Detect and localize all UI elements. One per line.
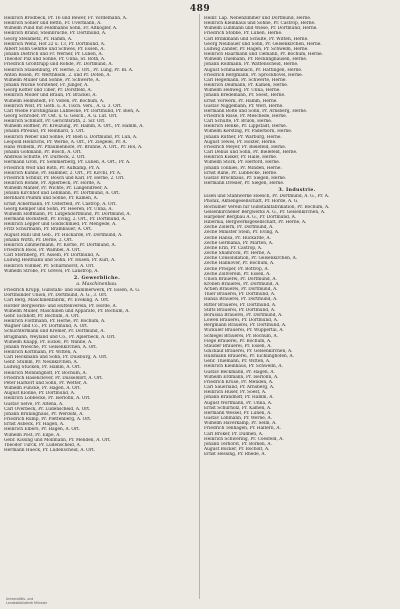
directory-entry: Georg Schröder, Pr. Ost. u. G. Gesch., A. u. Lüt. Ort. — [4, 113, 118, 119]
directory-entry: Friedrich Tenhagen, Pr. Haltern, A. — [204, 426, 281, 432]
directory-entry: Stauder Brauerei, Pr. Essen, A. — [204, 343, 272, 349]
directory-entry: Zeche Zollern, Pr. Dortmund, A. — [204, 225, 274, 231]
directory-entry: Wilhelm Kersting, Pr. Paderborn, Herne. — [204, 129, 293, 135]
directory-entry: Gelsenkirchener Bergwerks A. G., Pr. Gelsenkirchen, A. — [204, 209, 326, 215]
directory-entry: Zeche Prosper, Pr. Bottrop, A. — [204, 266, 269, 272]
directory-entry: Friedrich Großtrupp und Rohde, Pr. Dortmund, A. — [4, 62, 113, 68]
directory-entry: Wilhelm Strobe, Pr. Grevel, Pr. Lanstrop, A. — [4, 268, 99, 274]
directory-entry: Johann Bredemann, Pr. Soest, Herne. — [204, 93, 286, 99]
directory-entry: Carl Heckmann und Sohn, Pr. Duisburg, A. Ort. — [4, 355, 108, 361]
directory-entry: Eisen und Stahlwerke Hoesch, Pr. Dortmund, A. G., Pr. A. — [204, 194, 330, 200]
directory-entry: Wilhelm Funcke, Pr. Hagen, A. Ort. — [4, 386, 81, 392]
directory-entry: Heinrich Weber und Söhne, Pr. Bieh u. Dortmund, Pr. Lün, A. — [4, 134, 138, 140]
directory-entry: Schlegel Brauerei, Pr. Bochum, A. — [204, 333, 279, 339]
directory-entry: Friedrich Meyer, Pr. Bielefeld, Herne. — [204, 144, 287, 150]
directory-entry: Heinrich Schmidt, Pr. Gerichtsrath, 2. Sir. Ort. — [4, 119, 106, 125]
directory-entry: Wilhelm Haverkamp, Pr. Selm, A. — [204, 421, 277, 427]
directory-entry: Wilhelm Post, Pr. Eilpe, A. — [4, 432, 61, 438]
directory-entry: Gebr. Stumm, Pr. Neunkirchen, A. — [4, 360, 79, 366]
directory-entry: Zeche Hannover, Pr. Bochum, A. — [204, 261, 275, 267]
directory-entry: Hermann Wessel, Pr. Lünen, A. — [204, 410, 272, 416]
directory-entry: Johann Brüninghaus, Pr. Werdohl, A. — [4, 411, 84, 417]
library-credit — [6, 598, 66, 606]
directory-entry: Carl Bröker, Pr. Dülmen, A. — [204, 431, 264, 437]
directory-entry: Schüchtermann und Kremer, Pr. Dortmund, A. — [4, 329, 105, 335]
directory-entry: Carl Berg, Maschinenfabrik, Pr. Eveking, A. Ort. — [4, 298, 110, 304]
directory-entry: Johann Pfreund, Pr. Reinhard, 5. Ort. — [4, 129, 85, 135]
directory-entry: Heinrich Korfmann, Pr. Witten, A. — [4, 350, 78, 355]
directory-entry: Wilhelm Müller, Maschinen und Apparate, Pr. Bochum, A. — [4, 308, 130, 314]
directory-entry: Johann Tönnies, Pr. Minden, Herne. — [204, 165, 282, 171]
directory-entry: Wilhelm Müller und Söhne, Pr. Schwerte, A. — [4, 77, 101, 83]
library-credit-line: Universitäts- und — [6, 597, 34, 602]
directory-entry: Ernst Schürholz, Pr. Kamen, A. — [204, 405, 272, 411]
directory-entry: Fritz Schürmann, Pr. Brambauer, A. Ort. — [4, 227, 93, 233]
directory-entry: Theodor Pilz und Söhne, Pr. Unna, St. Roth, A. — [4, 57, 106, 63]
directory-entry: Carl Overbeck, Pr. Lüdenscheid, A. Ort. — [4, 406, 91, 412]
directory-entry: Wilhelm Pund mit Feldmanns Sohn, Fr. Altkögler, A. — [4, 26, 118, 32]
directory-entry: Wilhelm Thiemann, Pr. Recklinghausen, Herne. — [204, 57, 308, 63]
directory-entry: Heinrich Brodbeck, Pr. 16 und Bewer, Fr. Vordemann, A. — [4, 16, 128, 21]
directory-entry: August Tewes, Pr. Höxter, Herne. — [204, 139, 277, 145]
directory-entry: Andreas Schütte, Pr. Dürbeck, 2. Ort. — [4, 155, 86, 161]
directory-entry: Ernst Hessing, Pr. Rhede, A. — [204, 452, 266, 458]
page-number: 489 — [189, 4, 211, 14]
directory-entry: Hermann Hueck, Pr. Lüdenscheid, A. Ort. — [4, 447, 95, 453]
directory-entry: Wilhelm Höffner, Pr. Kreuzung, Pr. Hamm, A. Ort., Pr. Hamm, A. — [4, 124, 144, 130]
directory-entry: Georg Kemper und Sohn, Pr. Heeren, Pr. Unna, A. — [4, 206, 113, 212]
directory-entry: August Bücker, Pr. Bocholt, A. — [204, 446, 270, 452]
directory-entry: Johann Wilcke Vorsteher, Fr. Jünger, A. — [4, 83, 89, 89]
directory-entry: Löwen Brauerei, Pr. Dortmund, A. — [204, 318, 279, 324]
directory-entry: Hermann Dresler, Pr. Siegen, Herne. — [204, 181, 285, 186]
directory-entry: Zeche Germania, Pr. Marten, A. — [204, 240, 274, 246]
directory-entry: Georg Steinmetz, Pr. Hamm, A. — [4, 36, 73, 42]
directory-entry: Gustav Beckmann, Pr. Hagen, A. — [204, 369, 275, 375]
directory-entry: Heinrich Flottmann, Pr. Herne, Pr. Bochum, A. — [4, 319, 106, 325]
directory-entry: Hansa Brauerei, Pr. Dortmund, A. — [204, 297, 278, 303]
directory-entry: Stifts Brauerei, Pr. Dortmund, A. — [204, 307, 276, 313]
directory-entry: Gebr. Eickhoff, Pr. Bochum, A. Ort. — [4, 313, 80, 319]
directory-entry: Heinrich Schwering, Pr. Coesfeld, A. — [204, 436, 284, 442]
directory-entry: August Rühl und Geb., Pr. Huckarde, Pr. Dortmund, A. — [4, 232, 123, 238]
directory-entry: Anton Rosen, Pr. Werthheim, 2. und Pr. Döten, A. — [4, 72, 111, 78]
directory-entry: Gustav Lohmann, Pr. Werne, A. — [204, 416, 272, 422]
directory-entry: Peter Harkort und Sohn, Pr. Wetter, A. — [4, 380, 88, 386]
directory-entry: Johann Rollmann, Pr. Wattenscheid, Herne. — [204, 62, 299, 68]
directory-entry: Carl Hegemann, Pr. Schwerte, Herne. — [204, 77, 287, 83]
directory-entry: Heinrich Kleinhaus und Söhne, Pr. Castrop, Herne. — [204, 21, 316, 27]
directory-entry: Friedrich Stobbe, Pr. Lünen, Herne. — [204, 31, 283, 37]
directory-entry: Wilhelm Mahler, Pr. Wichte, Pr. Langendreer, A. — [4, 186, 109, 192]
directory-entry: Harpener Bergbau A. G., Pr. Dortmund, A. — [204, 214, 297, 220]
directory-entry: Bergmann Brauerei, Pr. Dortmund, A. — [204, 323, 287, 329]
directory-entry: Wilhelm Hoffmann, Pr. Lütgendortmund, Pr. Dortmund, A. — [4, 211, 131, 217]
directory-entry: Johann Wiesche, Pr. Gelsenkirchen, A. Ort. — [4, 344, 98, 350]
directory-entry: Friedrich Wolf und Roth, Pr. Aufkamp, Pr. A. — [4, 165, 101, 171]
directory-entry: Phönix, Aktiengesellschaft, Pr. Hörde, A. G. — [204, 199, 299, 205]
directory-entry: Ludwig Stucken, Pr. Hamm, A. Ort. — [4, 365, 81, 371]
directory-entry: Wilhelm Knapp, Pr. Eickel, Pr. Wanne, A. — [4, 339, 93, 345]
directory-entry: Fiege Brauerei, Pr. Bochum, A. — [204, 338, 272, 344]
directory-entry: Zeche Erin, Pr. Castrop, A. — [204, 245, 263, 251]
directory-entry: Glückauf Brauerei, Pr. Gelsenkirchen, A. — [204, 349, 293, 354]
directory-entry: Johann Gohmann, Pr. Bosch, A. Ort. — [4, 150, 82, 156]
directory-entry: Heinrich Mönninghoff, Pr. Bochum, A. — [4, 370, 87, 376]
directory-entry: Heinrich Vollmer, Pr. Scharnhorst, A. Ort. — [4, 263, 95, 269]
directory-entry: Heinrich Elbers, Pr. Hagen, A. Ort. — [4, 427, 81, 433]
directory-entry: Gebr. Kissing und Möllmann, Pr. Menden, A. Ort. — [4, 437, 111, 443]
directory-entry: Georg Neubauer und Sohn, Pr. Gelsenkirchen, Herne. — [204, 41, 322, 47]
right-column — [204, 16, 390, 457]
directory-entry: Gustav Niggemann, Pr. Werl, Herne. — [204, 103, 284, 109]
directory-entry: Ernst Vorwerk, Pr. Hamm, Herne. — [204, 98, 278, 104]
directory-entry: Gustav Selve, Pr. Altena, A. — [4, 401, 64, 407]
directory-entry: Heinrich Henke, Pr. Lippstadt, Herne. — [204, 124, 287, 130]
directory-entry: Actien Brauerei, Pr. Dortmund, A. — [204, 287, 278, 293]
directory-entry: Johann Kirchhof und Lehmann, Pr. Dortmund, A. Ort. — [4, 191, 120, 197]
directory-entry: Johann Wirth, Pr. Derne, 2. Ort. — [4, 237, 73, 243]
directory-entry: Heinrich Kleinhaus, Pr. Schwelm, A. — [204, 364, 283, 370]
directory-entry: Heinrich Kühne, Pr. Hammer, 2. Ort., Pr. Kirchl, Pr. A. — [4, 170, 122, 176]
section-heading: 3. Industrie. — [278, 187, 316, 194]
directory-entry: August Klönne, Pr. Dortmund, A. — [4, 391, 76, 397]
directory-entry: Hermann Bolte und Sohn, Pr. Arnsberg, Herne. — [204, 108, 308, 114]
directory-entry: Union Brauerei, Pr. Dortmund, A. — [204, 276, 277, 282]
directory-entry: Wilhelm Erdmann, Pr. Iserlohn, A. — [204, 374, 279, 380]
directory-entry: Hermann Groß, Pr. Sommerberg, Pr. Lünen, A. Ort., Pr. A. — [4, 160, 131, 166]
directory-entry: Friedrich Schnur, Pr. Bosch und Karl, Pr. Herne, 2. Ort. — [4, 175, 125, 181]
directory-entry: Carl Brinkmann und Schulte, Pr. Witten, Herne. — [204, 36, 309, 42]
directory-entry: Friedrich Bergmann, Pr. Sprockhövel, Herne. — [204, 72, 304, 78]
directory-entry: Gebr. Thiemann, Pr. Witten, A. — [204, 359, 271, 365]
directory-entry: Leopold Heinrichs, Pr. Werne, A. Ort., Pr. Ziegelei, Pr. A. — [4, 139, 128, 145]
directory-entry: Johann Terhorst, Pr. Borken, A. — [204, 441, 272, 447]
section-heading: 2. Gewerbliche. — [73, 274, 121, 281]
library-credit-line: Landesbibliothek Münster — [6, 601, 48, 606]
directory-entry: Friedrich Kruse, Pr. Menden, A. — [204, 379, 274, 385]
directory-entry: Friedrich Hasenclever, Pr. Düsseldorf, A. Ort. — [4, 375, 103, 381]
directory-entry: Johann Rüther, Pr. Warburg, Herne. — [204, 134, 282, 140]
directory-entry: Ritter Brauerei, Pr. Dortmund, A. — [204, 302, 277, 308]
directory-entry: Wilhelm Stork, Pr. Herford, Herne. — [204, 160, 281, 166]
directory-entry: Heinrich Lepper und Goldschmied, Pr. Mengede, A. — [4, 222, 117, 228]
directory-entry: Brügmann, Weyland und Co., Pr. Aplerbeck, A. Ort. — [4, 334, 116, 340]
left-column — [4, 16, 190, 453]
directory-entry: Zeche Hansa, Pr. Huckarde, A. — [204, 235, 272, 241]
directory-entry: Heinrich Wolf, Pr. Geth. u. A. Tisch. Vers., A. u. 3. Ort. — [4, 103, 122, 109]
directory-entry: Wilhelm Hellweg, Pr. Unna, Herne. — [204, 88, 281, 94]
column-divider — [199, 14, 200, 599]
directory-entry: Kronen Brauerei, Pr. Dortmund, A. — [204, 281, 280, 287]
directory-entry: Heinrich Deilmann, Pr. Kamen, Herne. — [204, 83, 289, 89]
directory-entry: Wilhelm Lühmann und Wiese, Pr. Dortmund, Herne. — [204, 26, 318, 32]
directory-entry: Carl Sternberg, Pr. Asseln, Pr. Dortmund, A. — [4, 253, 101, 259]
directory-entry: Friedrich Boos, Pr. Wambel, A. Ort. — [4, 248, 81, 254]
directory-entry: Heinrich Kisker, Pr. Halle, Herne. — [204, 155, 278, 161]
directory-entry: Wilhelm Helmstedt, Fr. Voßen, Pr. Bochum, A. — [4, 98, 105, 104]
directory-entry: Friedrich Krupp, Gußstahl- und Hammerwerk, Pr. Essen, A. G. — [4, 288, 141, 294]
directory-entry: Albert Sohn Gehrke und Schwes, Pr. Essen, A. — [4, 46, 105, 52]
directory-entry: Zeche Minister Stein, Pr. Eving, A. — [204, 230, 280, 236]
directory-entry: Hermann Bockstedt, Pr. Eving, 2. Ort., Pr. Dortmund, A. — [4, 217, 127, 223]
directory-entry: Georg Kötter und Tiber, Pr. Dorstfeld, A. — [4, 88, 93, 94]
directory-entry: Zeche Consolidation, Pr. Gelsenkirchen, A. — [204, 256, 298, 262]
directory-entry: Theodor Turck, Pr. Lüdenscheid, A. — [4, 442, 82, 448]
directory-entry: Thier Brauerei, Pr. Dortmund, A. — [204, 292, 276, 298]
directory-entry: Heinrich Wenz, Hof 22 u. 13, Pr. Dortmund, A. — [4, 41, 106, 47]
directory-entry: Friedrich Risse, Pr. Meschede, Herne. — [204, 113, 288, 119]
directory-entry: Gustav Brockhaus, Pr. Siegen, Herne. — [204, 175, 287, 181]
directory-entry: Heinr. Lap. Nebenzimmer und Dortmund, Herne. — [204, 16, 312, 21]
directory-entry: Ernst Rahe, Pr. Lübbecke, Herne. — [204, 170, 278, 176]
directory-entry: Hörder Bergwerks- und Hüttenverein, Pr. Hörde, A. — [4, 303, 117, 309]
directory-entry: Wicküler Brauerei, Pr. Wuppertal, A. — [204, 328, 284, 334]
directory-entry: Carl Wiebe Fürstinghaus Lübbecke, Pr. Dortmund, Pr. Bieh, A. — [4, 108, 141, 114]
directory-entry: August Schmalenbach, Pr. Hattingen, Herne. — [204, 67, 303, 73]
subsection-heading: a. Maschinenbau. — [76, 281, 118, 287]
directory-entry: Heinrich Haarmann und Tiemann, Pr. Bochum, Herne. — [204, 52, 323, 58]
directory-entry: Heinrich Möller und Braun, Pr. Brackel, A. — [4, 93, 97, 99]
directory-entry: Hülsmann Brauerei, Pr. Eichlinghofen, A. — [204, 354, 295, 360]
directory-entry: Ernst Asbeck, Pr. Hagen, A. — [4, 422, 65, 428]
directory-entry: Ludwig Zander, Pr. Hagen, Pr. Schwelm, Herne. — [204, 46, 309, 52]
directory-entry: Carl Delius und Sohn, Pr. Bielefeld, Herne. — [204, 150, 298, 156]
directory-entry: Friedrich Rump, Pr. Plettenberg, A. Ort. — [4, 417, 92, 423]
directory-entry: Hibernia, Bergwerksgesellschaft, Pr. Herne, A. — [204, 220, 307, 226]
directory-entry: Bochumer Verein für Gußstahlfabrikation, Pr. Bochum, A. — [204, 204, 330, 210]
directory-entry: Carl Schulte, Pr. Brilon, Herne. — [204, 119, 273, 125]
directory-entry: Dortmunder Union, Pr. Dortmund, A. G., 3. Ort. — [4, 293, 108, 299]
directory-entry: Ernst Ackermann, Pr. Osterfeld, Pr. Castrop, A. Ort. — [4, 201, 117, 207]
directory-entry: Hans Wilhelm, Pr. Pflaumenhöfe, Pr. Brühne, A. Ort., Pr. Hol, A. — [4, 144, 143, 150]
directory-entry: Johann Brandhoff, Pr. Hamm, A. — [204, 395, 274, 401]
directory-entry: Heinrich Zimmermann, Pr. Körne, Pr. Dortmund, A. — [4, 242, 116, 248]
directory-entry: Wagner und Co., Pr. Dortmund, A. Ort. — [4, 324, 89, 330]
directory-entry: Heinrich Löbbecke, Pr. Iserlohn, A. Ort. — [4, 396, 91, 402]
directory-entry: Heinrich Rohde, Pr. Aplerbeck, Pr. Hörde, A. — [4, 181, 102, 186]
directory-entry: Ludwig Heitmann und Sohn, Pr. Husen, Pr. Kurl, A. — [4, 258, 116, 264]
directory-entry: Heinrich Söhler und Bettn, Fr. Uvermann, A. — [4, 21, 102, 27]
directory-entry: Zeche Zollverein, Pr. Essen, A. — [204, 271, 271, 277]
directory-entry: Heinrich Hüser, Pr. Soest, A. — [204, 390, 267, 396]
directory-entry: Zeche Shamrock, Pr. Herne, A. — [204, 251, 272, 257]
directory-entry: Heinrich Brand, Steinbrüche, Pr. Dortmund, A. — [4, 31, 107, 37]
directory-entry: Carl Sauerland, Pr. Arnsberg, A. — [204, 385, 275, 391]
directory-entry: Bernhard Plumm und Söhne, Pr. Kamen, A. — [4, 196, 99, 202]
directory-entry: August Wortmann, Pr. Unna, A. — [204, 400, 273, 406]
directory-entry: Heinrich Stauenburg, Pr. Herne, 2. Ort., Pr. Lüng, Pr. Bl. A. — [4, 67, 134, 73]
directory-entry: Borussia Brauerei, Pr. Dortmund, A. — [204, 312, 283, 318]
directory-entry: Johann Dietrich und Fr. Werner, Pr. Lünen, A. — [4, 52, 103, 58]
